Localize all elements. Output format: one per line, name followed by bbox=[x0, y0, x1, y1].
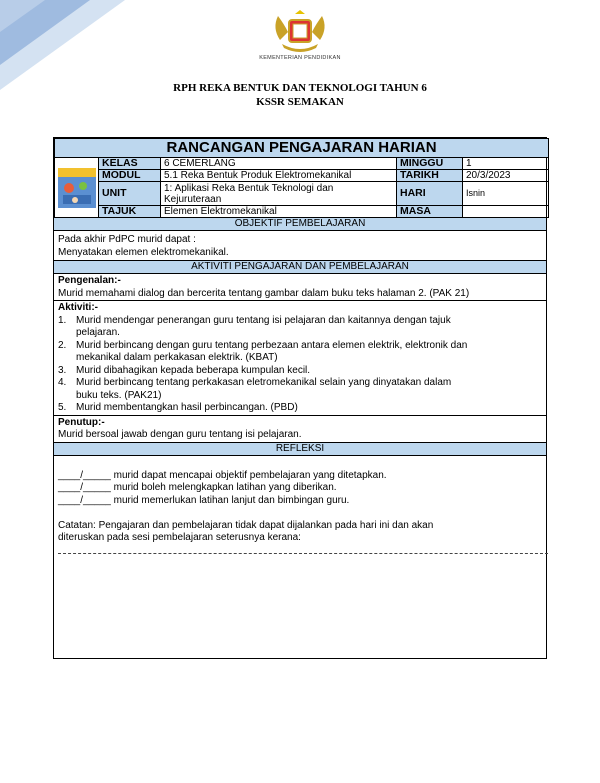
kelas-label: KELAS bbox=[99, 158, 161, 170]
minggu-label: MINGGU bbox=[397, 158, 463, 170]
document-subtitle: KSSR SEMAKAN bbox=[256, 96, 344, 108]
ministry-crest-icon bbox=[262, 10, 338, 54]
list-item: 1. Murid mendengar penerangan guru tentang isi pelajaran dan kaitannya dengan tajuk pelajaran. bbox=[58, 314, 451, 338]
introduction-label: Pengenalan:- bbox=[58, 275, 121, 286]
masa-value[interactable] bbox=[463, 206, 549, 218]
reflection-note-line2: diteruskan pada sesi pembelajaran seterusnya kerana: bbox=[58, 532, 301, 543]
closing-label: Penutup:- bbox=[58, 416, 105, 428]
tajuk-value[interactable]: Elemen Elektromekanikal bbox=[161, 206, 397, 218]
textbook-cover-image bbox=[55, 158, 99, 218]
reflection-section bbox=[54, 456, 546, 554]
tarikh-value[interactable]: 20/3/2023 bbox=[463, 170, 549, 182]
closing-text: Murid bersoal jawab dengan guru tentang isi pelajaran. bbox=[58, 429, 302, 440]
unit-label: UNIT bbox=[99, 182, 161, 206]
lesson-plan-form bbox=[53, 137, 547, 659]
list-item: 4. Murid berbincang tentang perkakasan eletromekanikal selain yang dinyatakan dalam buku teks. (PAK21) bbox=[58, 377, 452, 401]
objective-section bbox=[54, 231, 546, 261]
unit-value-line2: Kejuruteraan bbox=[164, 193, 222, 205]
reflection-note-line1: Catatan: Pengajaran dan pembelajaran tidak dapat dijalankan pada hari ini dan akan bbox=[58, 519, 434, 531]
list-item: 3. Murid dibahagikan kepada beberapa kumpulan kecil. bbox=[58, 364, 311, 376]
lesson-info-table bbox=[54, 138, 549, 218]
introduction-section bbox=[54, 274, 546, 301]
hari-label: HARI bbox=[397, 182, 463, 206]
unit-value-line1: 1: Aplikasi Reka Bentuk Teknologi dan bbox=[164, 182, 334, 194]
form-title: RANCANGAN PENGAJARAN HARIAN bbox=[55, 139, 549, 158]
closing-section bbox=[54, 416, 546, 442]
activity-section bbox=[54, 301, 546, 416]
reflection-line1[interactable]: ____/_____ murid dapat mencapai objektif pembelajaran yang ditetapkan. bbox=[58, 469, 387, 481]
list-item: 2. Murid berbincang dengan guru tentang perbezaan antara elemen elektrik, elektronik dan mekanikal dalam perkakasan elektrik. (KBAT) bbox=[58, 339, 468, 363]
activity-list bbox=[58, 315, 542, 415]
tarikh-label: TARIKH bbox=[397, 170, 463, 182]
modul-label: MODUL bbox=[99, 170, 161, 182]
reflection-heading: REFLEKSI bbox=[54, 442, 546, 456]
kelas-value[interactable]: 6 CEMERLANG bbox=[161, 158, 397, 170]
introduction-text: Murid memahami dialog dan bercerita tentang gambar dalam buku teks halaman 2. (PAK 21) bbox=[58, 287, 470, 299]
logo-caption: KEMENTERIAN PENDIDIKAN bbox=[259, 55, 341, 61]
masa-label: MASA bbox=[397, 206, 463, 218]
reflection-line3[interactable]: ____/_____ murid memerlukan latihan lanjut dan bimbingan guru. bbox=[58, 494, 350, 506]
document-title: RPH REKA BENTUK DAN TEKNOLOGI TAHUN 6 bbox=[173, 82, 427, 94]
minggu-value[interactable]: 1 bbox=[463, 158, 549, 170]
activity-label: Aktiviti:- bbox=[58, 302, 98, 313]
reflection-line2[interactable]: ____/_____ murid boleh melengkapkan latihan yang diberikan. bbox=[58, 482, 337, 493]
list-item: 5. Murid membentangkan hasil perbincangan. (PBD) bbox=[58, 402, 298, 413]
corner-decoration bbox=[0, 0, 140, 90]
reflection-answer-line[interactable] bbox=[58, 545, 548, 554]
modul-value[interactable]: 5.1 Reka Bentuk Produk Elektromekanikal bbox=[161, 170, 397, 182]
unit-value[interactable] bbox=[161, 182, 397, 206]
tajuk-label: TAJUK bbox=[99, 206, 161, 218]
objective-line2: Menyatakan elemen elektromekanikal. bbox=[58, 246, 229, 258]
hari-value[interactable]: Isnin bbox=[463, 182, 549, 206]
objective-heading: OBJEKTIF PEMBELAJARAN bbox=[54, 218, 546, 231]
activities-heading: AKTIVITI PENGAJARAN DAN PEMBELAJARAN bbox=[54, 261, 546, 274]
objective-line1: Pada akhir PdPC murid dapat : bbox=[58, 234, 196, 245]
